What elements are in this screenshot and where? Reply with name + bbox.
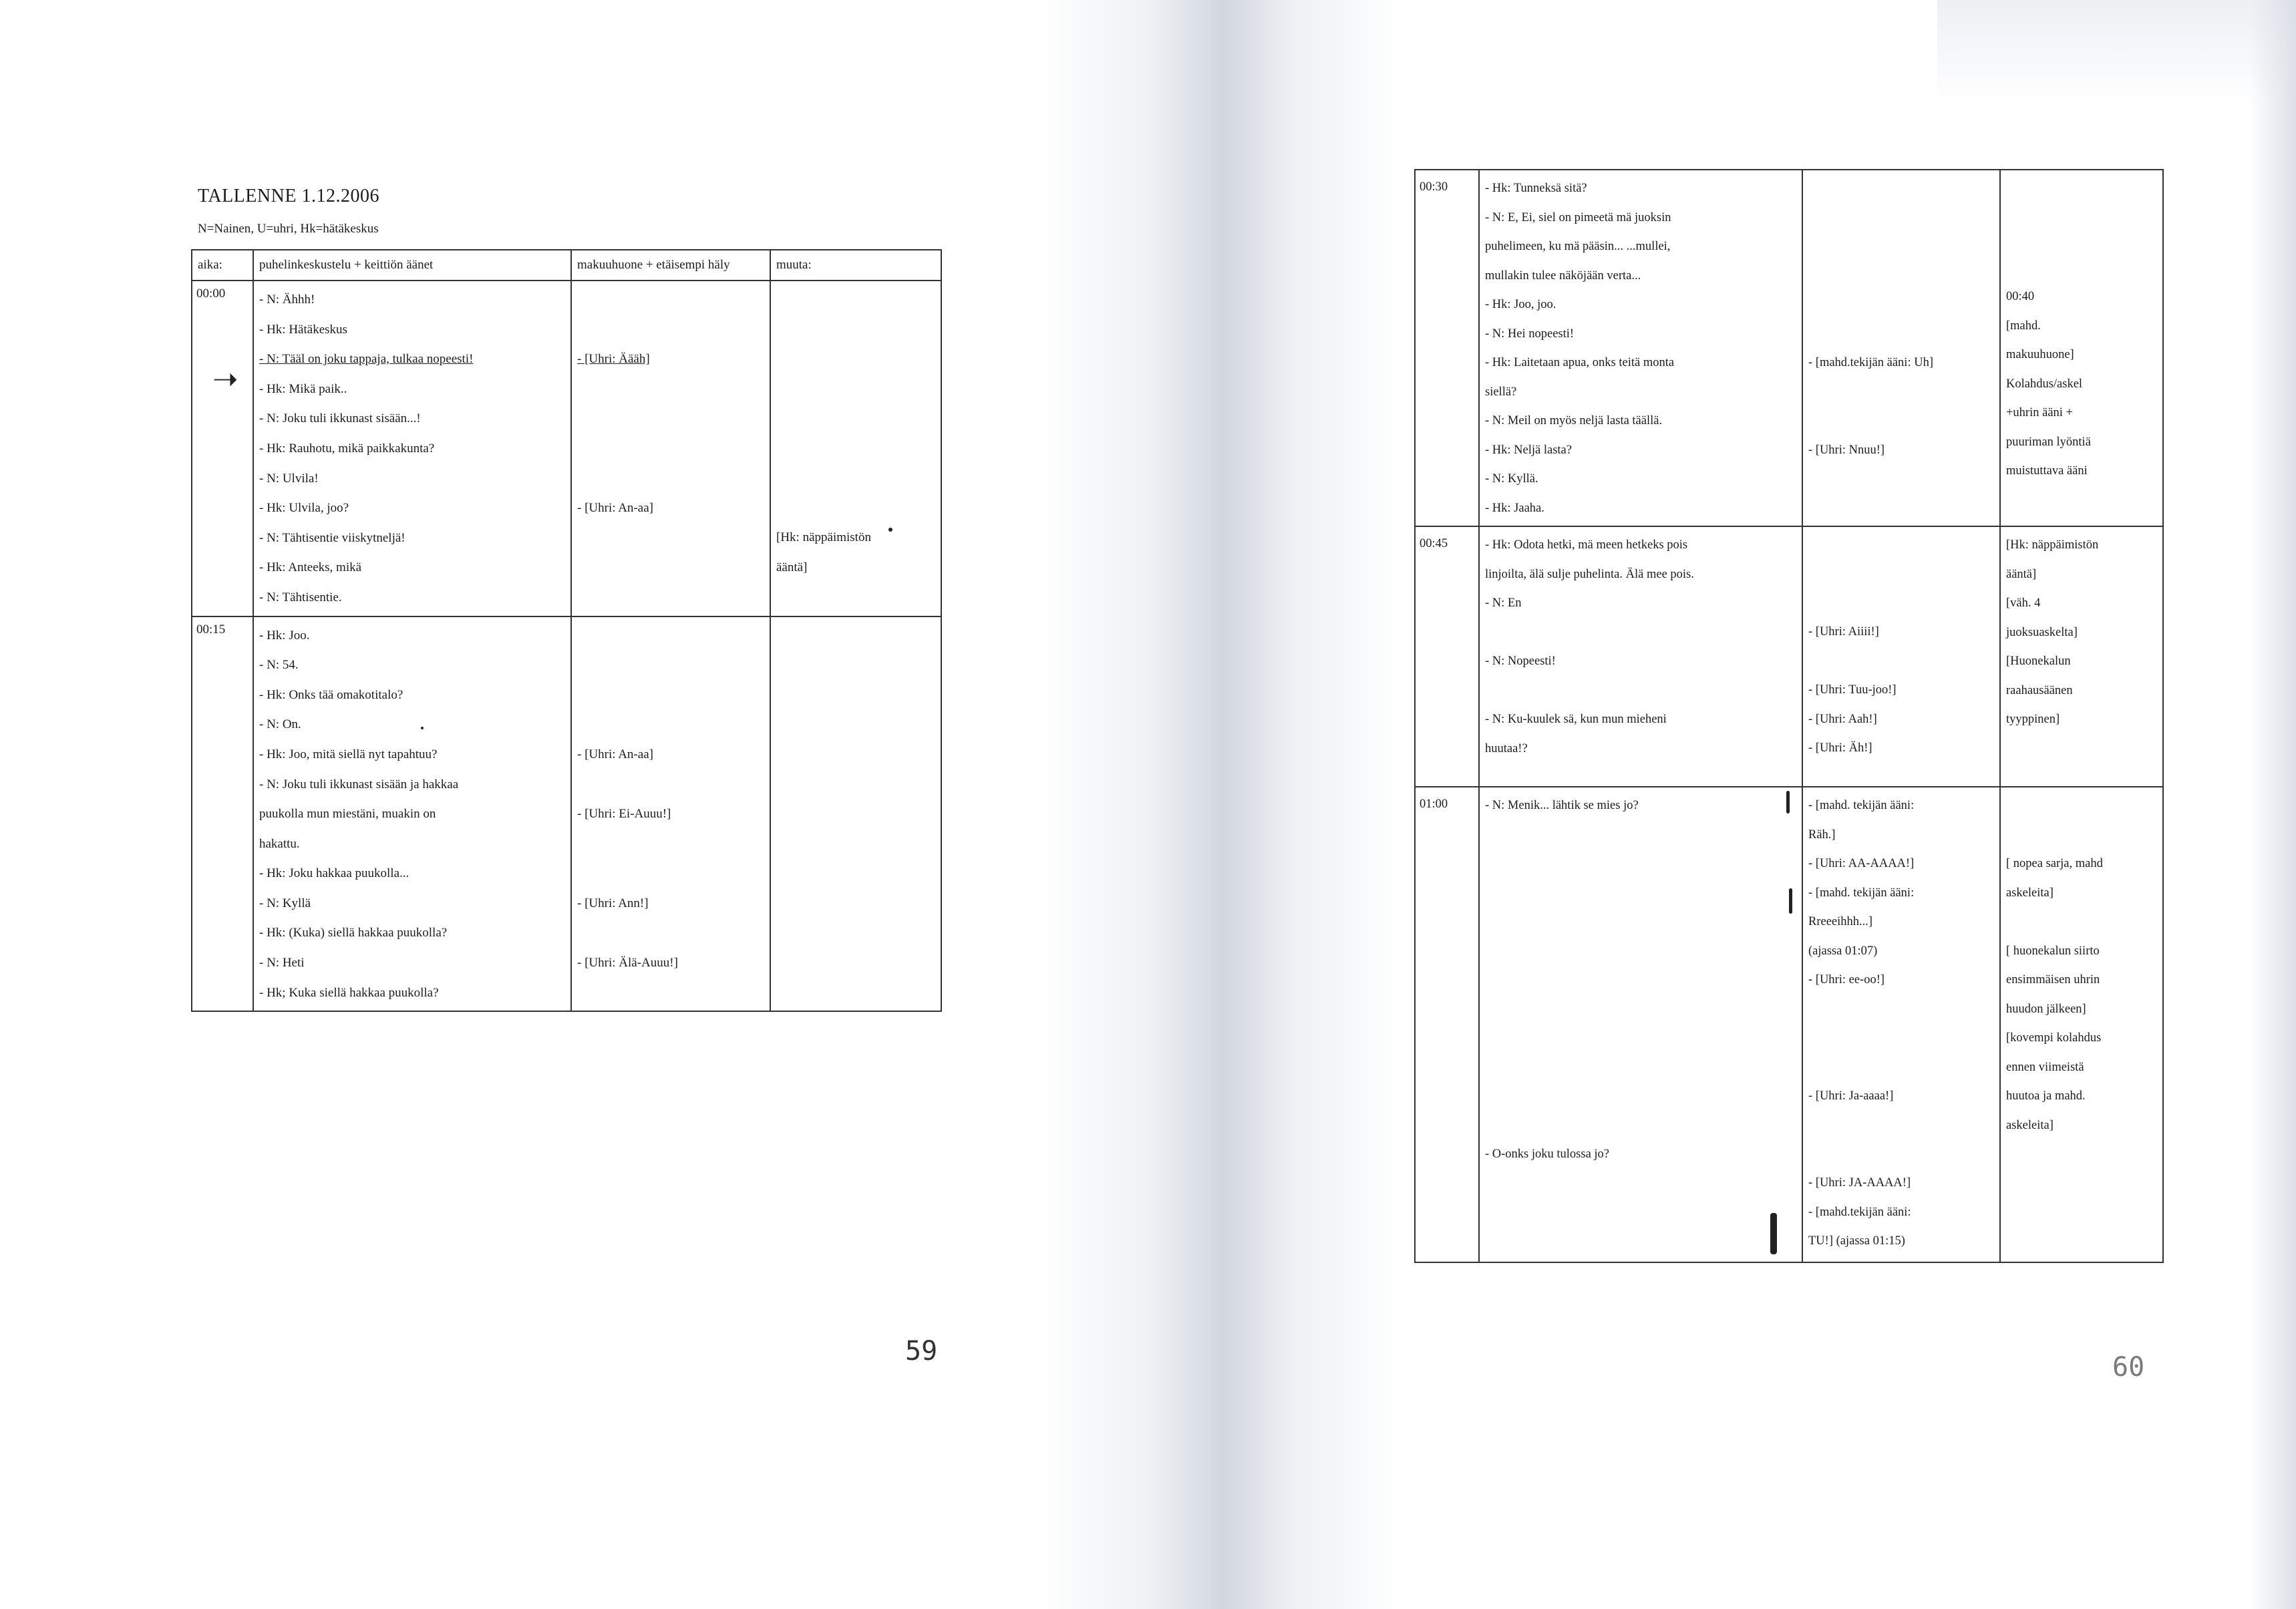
transcript-line [577,859,766,889]
transcript-line: muistuttava ääni [2006,464,2088,478]
spacer [1485,821,1798,1140]
transcript-line: - [Uhri: ee-oo!] [1808,973,1885,987]
transcript-line: [Hk: näppäimistön [2006,538,2099,552]
transcript-line: - Hk: Joku hakkaa puukolla... [259,866,409,881]
transcript-line: ennen viimeistä [2006,1060,2084,1074]
spacer [1808,174,1995,349]
transcript-line: Räh.] [1808,828,1836,842]
other-cell [2000,787,2163,1262]
transcript-line: - [Uhri: Aah!] [1808,712,1877,726]
transcript-line: hakattu. [259,836,300,851]
transcript-line: - N: Nopeesti! [1485,655,1556,668]
transcript-line: - Hk: Odota hetki, mä meen hetkeks pois [1485,538,1688,552]
transcript-line: - [Uhri: Nnuu!] [1808,443,1885,457]
transcript-line: - [Uhri: An-aa] [577,747,653,761]
transcript-line: - N: Menik... lähtik se mies jo? [1485,799,1639,812]
transcript-line: - N: Joku tuli ikkunast sisään...! [259,411,421,426]
transcript-line: - N: Kyllä [259,896,311,910]
ink-dot-icon [888,528,892,532]
transcript-line: puhelimeen, ku mä pääsin... ...mullei, [1485,240,1671,253]
page-number-right: 60 [2112,1352,2145,1383]
bedroom-cell [571,281,770,616]
transcript-line [577,681,766,711]
transcript-line: - N: Kyllä. [1485,472,1538,486]
transcript-line: ääntä] [776,560,808,574]
transcript-line [577,651,766,681]
transcript-line: - Hk: Jaaha. [1485,501,1544,515]
time-cell: 00:00 [192,281,253,616]
spacer [2006,791,2158,850]
transcript-line: - N: Hei nopeesti! [1485,327,1575,341]
time-cell: 01:00 [1415,787,1479,1262]
transcript-line [577,710,766,740]
other-cell [2000,526,2163,787]
transcript-line: - Hk: Neljä lasta? [1485,443,1572,457]
transcript-line: - Hk: Joo. [259,628,310,643]
transcript-line: - N: Ulvila! [259,471,319,486]
transcript-line: - N: Tähtisentie. [259,590,342,604]
transcript-line: - [mahd. tekijän ääni: [1808,799,1915,812]
time-cell: 00:30 [1415,170,1479,526]
transcript-line: ääntä] [2006,567,2037,581]
time-cell: 00:15 [192,616,253,1012]
transcript-line: - Hk: Joo, joo. [1485,298,1556,311]
transcript-line: - O-onks joku tulossa jo? [1485,1147,1610,1161]
transcript-line: - [Uhri: Tuu-joo!] [1808,683,1897,697]
transcript-line: - [Uhri: An-aa] [577,501,653,516]
bedroom-cell [1802,787,2000,1262]
transcript-line [577,621,766,651]
transcript-line: - N: Joku tuli ikkunast sisään ja hakkaa [259,777,459,791]
bedroom-cell [1802,170,2000,526]
transcript-table-left [191,249,942,1012]
header-other: muuta: [770,250,941,281]
transcript-line: - [Uhri: AA-AAAA!] [1808,857,1915,870]
transcript-line [577,315,766,345]
table-row [1415,787,2163,1262]
transcript-line: TU!] (ajassa 01:15) [1808,1234,1905,1248]
transcript-line: (ajassa 01:07) [1808,944,1878,958]
transcript-line: - N: Heti [259,956,305,970]
book-gutter-shadow [1042,0,1403,1609]
table-row [192,616,941,1012]
transcript-line: - N: 54. [259,658,299,673]
spacer [1808,995,1995,1082]
call-cell [1479,170,1802,526]
handwritten-arrow-icon: ➝ [212,362,238,396]
transcript-line [2006,908,2158,937]
transcript-line: - N: E, Ei, siel on pimeetä mä juoksin [1485,210,1671,224]
header-bedroom: makuuhuone + etäisempi häly [571,250,770,281]
other-cell [2000,170,2163,526]
transcript-line [1485,618,1798,648]
table-header-row [192,250,941,281]
bedroom-cell [571,616,770,1012]
transcript-line: - [Uhri: Äääh] [577,352,650,367]
table-row [1415,170,2163,526]
call-cell [1479,526,1802,787]
transcript-line: - Hk: Tunneksä sitä? [1485,182,1587,195]
header-call: puhelinkeskustelu + keittiön äänet [253,250,571,281]
transcript-line: - Hk: Laitetaan apua, onks teitä monta [1485,356,1675,369]
transcript-line: 00:40 [2006,290,2035,303]
transcript-line: huutaa!? [1485,741,1528,755]
transcript-line: Rreeeihhh...] [1808,915,1873,928]
transcript-line: - [Uhri: Älä-Auuu!] [577,956,678,970]
transcript-line [577,464,766,494]
transcript-line: [ nopea sarja, mahd [2006,857,2103,870]
transcript-line: Kolahdus/askel [2006,377,2083,391]
transcript-line [577,770,766,800]
transcript-line [1808,647,1995,677]
bedroom-cell [1802,526,2000,787]
transcript-line: - N: Ähhh! [259,293,315,307]
spacer [776,285,937,523]
transcript-line: - Hk: (Kuka) siellä hakkaa puukolla? [259,926,448,940]
spacer [1808,1111,1995,1169]
transcript-line: - N: Tääl on joku tappaja, tulkaa nopeesti! [259,352,474,367]
transcript-line: [kovempi kolahdus [2006,1031,2102,1045]
pen-mark-icon [1786,791,1790,814]
table-row [192,281,941,616]
transcript-line: - [Uhri: Aiiii!] [1808,625,1879,639]
transcript-line: - [mahd.tekijän ääni: Uh] [1808,356,1933,369]
document-title: TALLENNE 1.12.2006 [198,186,379,206]
transcript-line: - Hk: Mikä paik.. [259,381,347,396]
transcript-line: linjoilta, älä sulje puhelinta. Älä mee pois. [1485,567,1694,581]
speaker-legend: N=Nainen, U=uhri, Hk=hätäkeskus [198,222,379,236]
call-cell [253,281,571,616]
transcript-line [577,434,766,464]
transcript-line [577,918,766,948]
other-cell [770,616,941,1012]
spacer [1808,531,1995,618]
transcript-line: - [mahd. tekijän ääni: [1808,886,1915,900]
page-number-left: 59 [905,1336,938,1367]
transcript-line: - Hk: Joo, mitä siellä nyt tapahtuu? [259,747,438,761]
transcript-line: - N: En [1485,596,1522,610]
transcript-line: [väh. 4 [2006,596,2041,610]
call-cell [253,616,571,1012]
transcript-line: - [Uhri: Äh!] [1808,741,1872,755]
transcript-line [577,375,766,405]
transcript-line: - Hk: Onks tää omakotitalo? [259,687,403,702]
transcript-line: askeleita] [2006,886,2054,900]
page-edge-shadow [2249,0,2296,1609]
transcript-line: +uhrin ääni + [2006,406,2073,419]
transcript-line: mullakin tulee näköjään verta... [1485,269,1641,283]
transcript-line: makuuhuone] [2006,348,2074,361]
transcript-line: puukolla mun miestäni, muakin on [259,807,436,822]
transcript-line: - Hk: Anteeks, mikä [259,560,362,575]
transcript-line: - Hk: Ulvila, joo? [259,501,349,516]
transcript-line: huudon jälkeen] [2006,1002,2086,1016]
transcript-table-right [1414,169,2164,1263]
transcript-line [577,285,766,315]
transcript-line: - [Uhri: Ei-Auuu!] [577,807,671,822]
transcript-line: askeleita] [2006,1118,2054,1132]
transcript-line: - Hk; Kuka siellä hakkaa puukolla? [259,985,439,1000]
transcript-line: - N: Tähtisentie viiskytneljä! [259,530,405,545]
transcript-line: juoksuaskelta] [2006,625,2078,639]
ink-dot-icon [421,727,424,729]
header-time: aika: [192,250,253,281]
pen-mark-icon [1789,888,1792,914]
transcript-line [577,404,766,434]
transcript-line: [mahd. [2006,319,2041,333]
transcript-line: - [mahd.tekijän ääni: [1808,1205,1911,1219]
transcript-line: [Huonekalun [2006,655,2071,668]
transcript-line: [Hk: näppäimistön [776,530,871,544]
call-cell [1479,787,1802,1262]
time-cell: 00:45 [1415,526,1479,787]
transcript-line: raahausäänen [2006,683,2073,697]
transcript-line: - Hk: Hätäkeskus [259,322,347,337]
transcript-line: - N: On. [259,717,301,732]
transcript-line: siellä? [1485,385,1517,399]
transcript-line: ensimmäisen uhrin [2006,973,2100,987]
transcript-line: - [Uhri: JA-AAAA!] [1808,1176,1911,1190]
transcript-line: huutoa ja mahd. [2006,1089,2086,1103]
table-row [1415,526,2163,787]
transcript-line: - N: Ku-kuulek sä, kun mun mieheni [1485,713,1667,726]
page-edge-shadow-top [1937,0,2296,107]
transcript-line: [ huonekalun siirto [2006,944,2100,958]
other-cell [770,281,941,616]
transcript-line: - [Uhri: Ja-aaaa!] [1808,1089,1894,1103]
spacer [2006,174,2158,283]
transcript-line [1485,677,1798,706]
transcript-line: tyyppinen] [2006,713,2060,726]
transcript-line: - [Uhri: Ann!] [577,896,649,910]
spacer [1808,378,1995,436]
transcript-line [577,830,766,860]
transcript-line: - Hk: Rauhotu, mikä paikkakunta? [259,441,435,456]
pen-mark-icon [1770,1213,1777,1254]
transcript-line: puuriman lyöntiä [2006,435,2091,449]
transcript-line: - N: Meil on myös neljä lasta täällä. [1485,414,1663,427]
